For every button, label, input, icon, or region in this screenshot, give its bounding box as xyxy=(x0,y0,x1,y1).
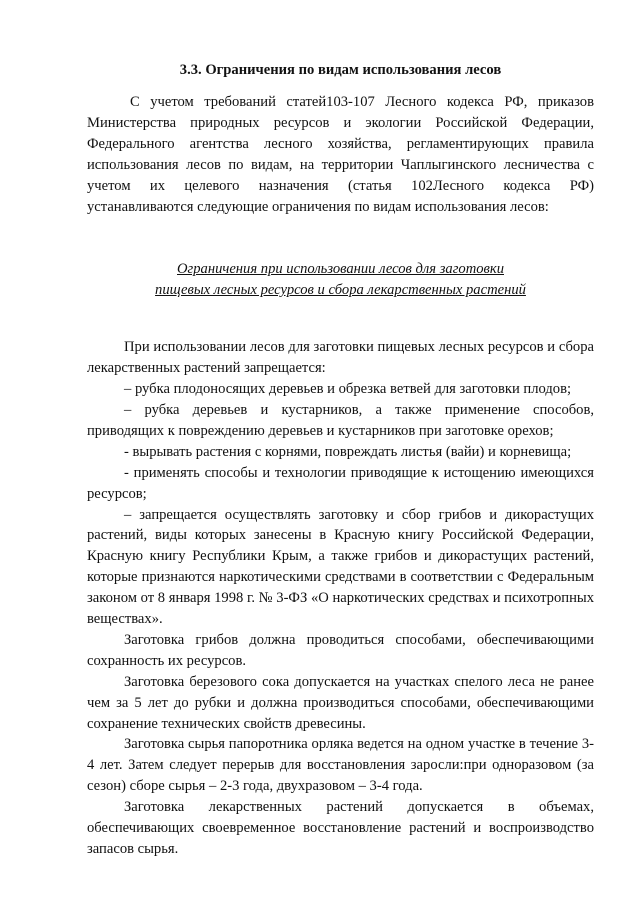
list-item-red-book: – запрещается осуществлять заготовку и сбор грибов и дикорастущих растений, виды которых занесены в Красную книгу Российской Федерации, Красную книгу Республики Крым, а также грибов и дикорастущих растений, которые признаются наркотическими средствами в соответствии с Федеральным законом от 8 января 1998 г. № 3-ФЗ «О наркотических средствах и психотропных веществах». xyxy=(87,506,594,628)
list-item-uprooting: - вырывать растения с корнями, повреждать листья (вайи) и корневища; xyxy=(124,443,572,460)
paragraph-bracken: Заготовка сырья папоротника орляка ведется на одном участке в течение 3-4 лет. Затем следует перерыв для восстановления заросли:при одноразовом (за сезон) сборе сырья – 2-3 года, двухразовом – 3-4 года. xyxy=(87,736,594,795)
section-title: 3.3. Ограничения по видам использования лесов xyxy=(179,62,502,78)
list-item-fruit-trees: – рубка плодоносящих деревьев и обрезка ветвей для заготовки плодов; xyxy=(124,381,572,398)
intro-paragraph: С учетом требований статей103-107 Лесного кодекса РФ, приказов Министерства природных ресурсов и экологии Российской Федерации, Федерального агентства лесного хозяйства, регламентирующих правила использования лесов по видам, на территории Чаплыгинского лесничества с учетом их целевого назначения (статья 102Лесного кодекса РФ) устанавливаются следующие ограничения по видам использования лесов: xyxy=(87,94,594,215)
subsection-title-line-1: Ограничения при использовании лесов для заготовки xyxy=(177,261,504,278)
list-item-depletion: - применять способы и технологии приводящие к истощению имеющихся ресурсов; xyxy=(87,464,594,502)
subsection-title xyxy=(87,259,594,301)
paragraph-mushrooms: Заготовка грибов должна проводиться способами, обеспечивающими сохранность их ресурсов. xyxy=(87,631,594,669)
paragraph-prohibited-intro: При использовании лесов для заготовки пищевых лесных ресурсов и сбора лекарственных растений запрещается: xyxy=(87,339,594,377)
spacer xyxy=(87,217,594,259)
subsection-title-line-2: пищевых лесных ресурсов и сбора лекарственных растений xyxy=(155,282,526,299)
paragraph-birch-sap: Заготовка березового сока допускается на участках спелого леса не ранее чем за 5 лет до рубки и должна производиться способами, обеспечивающими сохранение технических свойств древесины. xyxy=(87,673,594,732)
paragraph-medicinal-plants: Заготовка лекарственных растений допускается в объемах, обеспечивающих своевременное восстановление растений и воспроизводство запасов сырья. xyxy=(87,799,594,857)
list-item-nut-harvest: – рубка деревьев и кустарников, а также применение способов, приводящих к повреждению деревьев и кустарников при заготовке орехов; xyxy=(87,401,594,439)
